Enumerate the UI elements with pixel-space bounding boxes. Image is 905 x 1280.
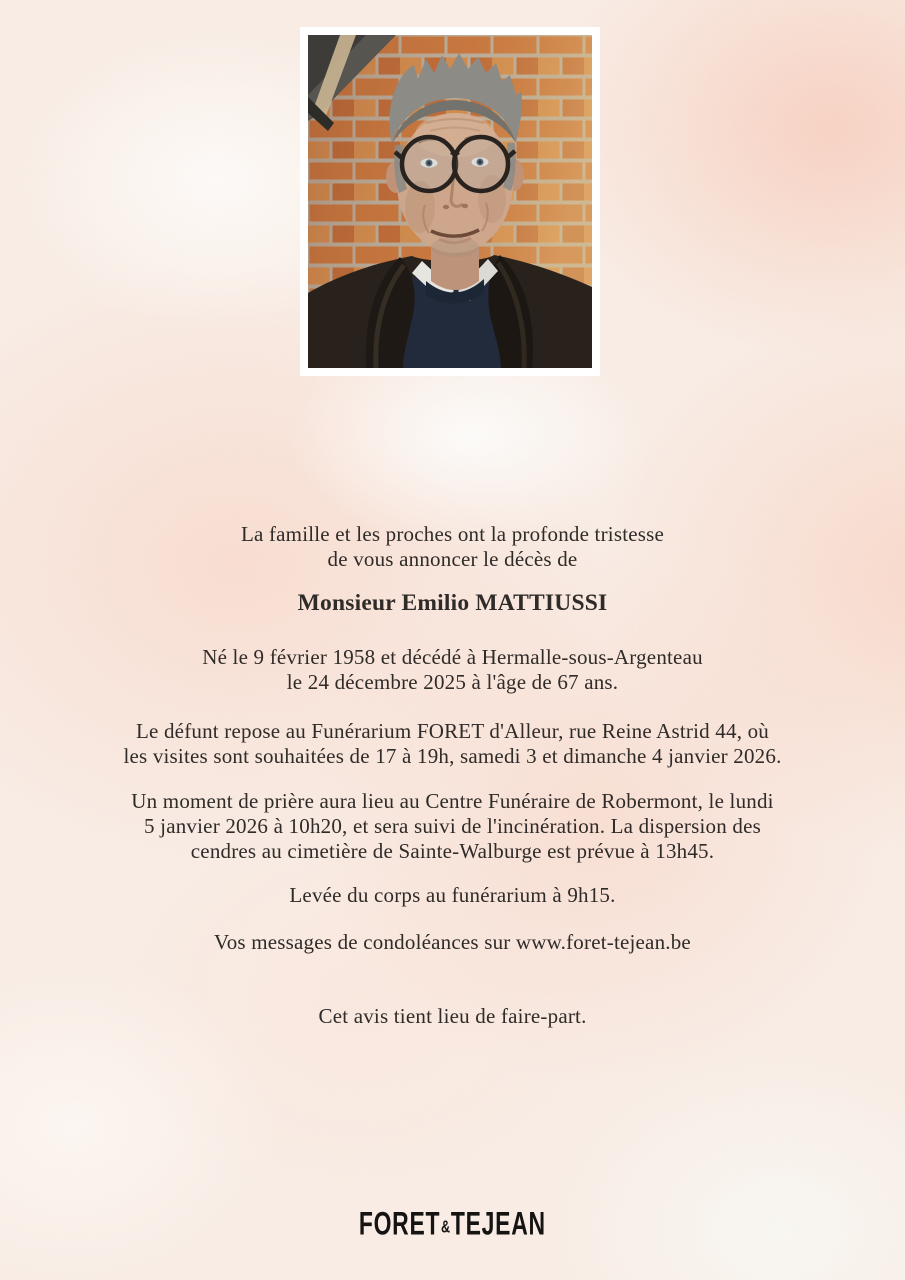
intro-paragraph xyxy=(0,522,905,572)
ceremony-paragraph xyxy=(0,789,905,864)
birth-death-line-1: Né le 9 février 1958 et décédé à Hermalle-sous-Argenteau xyxy=(202,645,703,669)
portrait-photo xyxy=(308,35,592,368)
ceremony-line-1: Un moment de prière aura lieu au Centre Funéraire de Robermont, le lundi xyxy=(131,789,774,813)
faire-part-notice: Cet avis tient lieu de faire-part. xyxy=(318,1004,587,1028)
birth-death-paragraph xyxy=(0,645,905,695)
condolences-line: Vos messages de condoléances sur www.foret-tejean.be xyxy=(214,930,691,954)
portrait-photo-frame xyxy=(300,27,600,376)
funeral-home-logo xyxy=(0,1206,905,1242)
intro-line-2: de vous annoncer le décès de xyxy=(327,547,578,571)
levee-du-corps: Levée du corps au funérarium à 9h15. xyxy=(289,883,616,907)
ceremony-line-3: cendres au cimetière de Sainte-Walburge est prévue à 13h45. xyxy=(190,839,715,863)
birth-death-line-2: le 24 décembre 2025 à l'âge de 67 ans. xyxy=(286,670,619,694)
repose-paragraph xyxy=(0,719,905,769)
logo-text-tejean: TEJEAN xyxy=(451,1205,546,1242)
logo-ampersand: & xyxy=(441,1216,451,1237)
repose-line-1: Le défunt repose au Funérarium FORET d'Alleur, rue Reine Astrid 44, où xyxy=(135,719,769,743)
logo-text-foret: FORET xyxy=(359,1205,441,1242)
intro-line-1: La famille et les proches ont la profonde tristesse xyxy=(240,522,665,546)
repose-line-2: les visites sont souhaitées de 17 à 19h, samedi 3 et dimanche 4 janvier 2026. xyxy=(123,744,782,768)
ceremony-line-2: 5 janvier 2026 à 10h20, et sera suivi de l'incinération. La dispersion des xyxy=(144,814,761,838)
deceased-name: Monsieur Emilio MATTIUSSI xyxy=(297,590,608,616)
